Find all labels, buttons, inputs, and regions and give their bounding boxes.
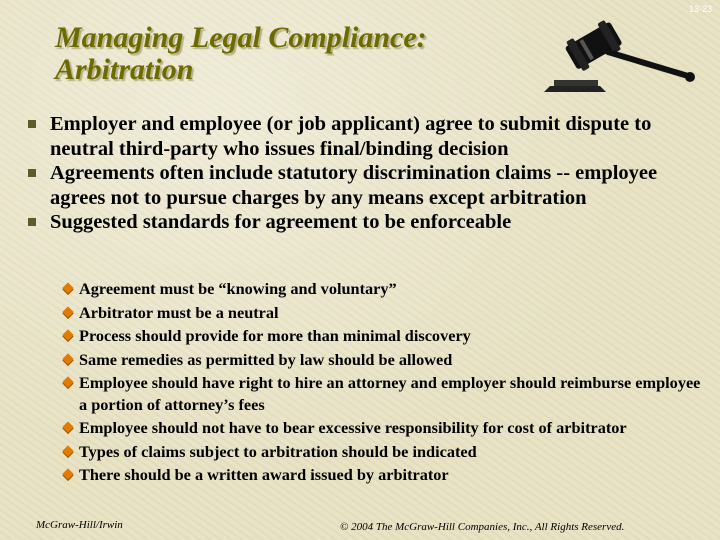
diamond-bullet-icon xyxy=(62,376,73,387)
bullet-item xyxy=(28,210,698,235)
sub-bullet-text: Arbitrator must be a neutral xyxy=(79,302,279,322)
gavel-icon xyxy=(540,14,700,94)
bullet-text: Agreements often include statutory discrimination claims -- employee agrees not to pursue charges by any means except arbitration xyxy=(50,162,658,209)
title-line-1: Managing Legal Compliance: xyxy=(55,21,427,54)
square-bullet-icon xyxy=(28,218,36,226)
footer-copyright: © 2004 The McGraw-Hill Companies, Inc., All Rights Reserved. xyxy=(340,521,625,533)
sub-bullet-item xyxy=(62,417,702,439)
diamond-bullet-icon xyxy=(62,445,73,456)
slide-title xyxy=(55,22,515,86)
sub-bullet-text: Types of claims subject to arbitration should be indicated xyxy=(79,441,477,461)
sub-bullet-list xyxy=(62,278,702,488)
square-bullet-icon xyxy=(28,120,36,128)
diamond-bullet-icon xyxy=(62,306,73,317)
title-line-2: Arbitration xyxy=(55,53,194,86)
footer-publisher: McGraw-Hill/Irwin xyxy=(36,519,123,531)
sub-bullet-item xyxy=(62,325,702,347)
sub-bullet-text: Employee should not have to bear excessive responsibility for cost of arbitrator xyxy=(79,418,627,437)
diamond-bullet-icon xyxy=(62,329,73,340)
sub-bullet-text: There should be a written award issued by arbitrator xyxy=(79,465,449,484)
sub-bullet-text: Same remedies as permitted by law should be allowed xyxy=(79,349,453,369)
slide-number: 13-23 xyxy=(688,4,712,14)
diamond-bullet-icon xyxy=(62,282,73,293)
bullet-text: Employer and employee (or job applicant) agree to submit dispute to neutral third-party who issues final/binding decision xyxy=(50,113,652,160)
sub-bullet-text: Employee should have right to hire an attorney and employer should reimburse employee a portion of attorney’s fees xyxy=(79,373,701,414)
sub-bullet-text: Process should provide for more than minimal discovery xyxy=(79,326,471,345)
sub-bullet-item xyxy=(62,464,702,486)
diamond-bullet-icon xyxy=(62,468,73,479)
sub-bullet-text: Agreement must be “knowing and voluntary” xyxy=(79,279,397,298)
diamond-bullet-icon xyxy=(62,353,73,364)
main-bullet-list xyxy=(28,112,698,235)
sub-bullet-item xyxy=(62,349,702,371)
bullet-item xyxy=(28,112,698,161)
sub-bullet-item xyxy=(62,302,702,324)
sub-bullet-item xyxy=(62,278,702,300)
sub-bullet-item xyxy=(62,372,702,415)
sub-bullet-item xyxy=(62,441,702,463)
square-bullet-icon xyxy=(28,169,36,177)
diamond-bullet-icon xyxy=(62,421,73,432)
bullet-item xyxy=(28,161,698,210)
bullet-text: Suggested standards for agreement to be enforceable xyxy=(50,211,512,233)
